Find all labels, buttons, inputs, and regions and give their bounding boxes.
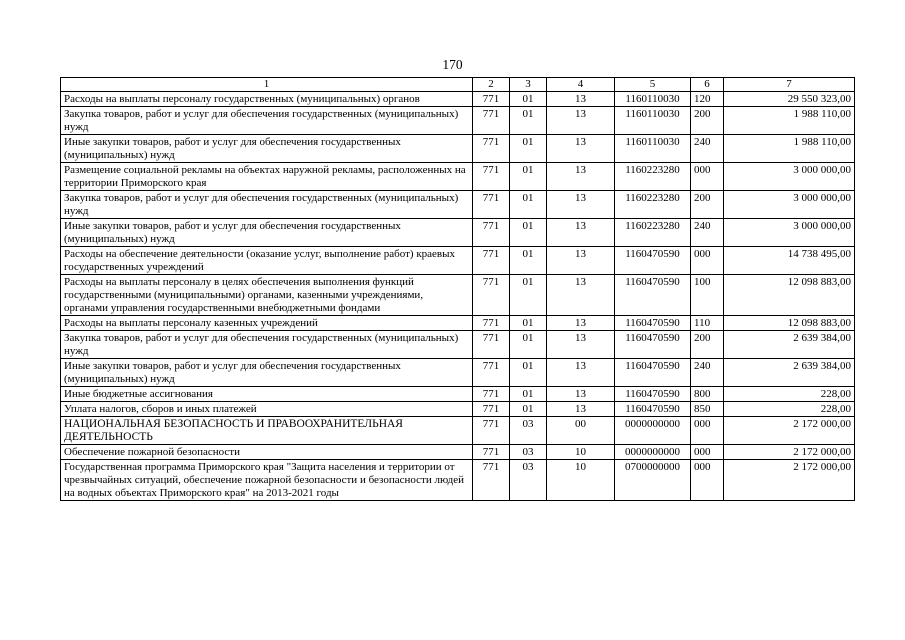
- row-gr: 771: [473, 460, 510, 501]
- row-sum: 2 172 000,00: [724, 460, 855, 501]
- row-sum: 3 000 000,00: [724, 163, 855, 191]
- table-row: [61, 402, 855, 417]
- row-name: Иные закупки товаров, работ и услуг для обеспечения государственных (муниципальных) нужд: [61, 135, 473, 163]
- row-vr: 000: [691, 163, 724, 191]
- row-csr: 1160110030: [615, 92, 691, 107]
- header-col-3: 3: [510, 78, 547, 92]
- row-name: Уплата налогов, сборов и иных платежей: [61, 402, 473, 417]
- row-pr: 13: [547, 359, 615, 387]
- header-col-6: 6: [691, 78, 724, 92]
- row-sum: 228,00: [724, 387, 855, 402]
- row-csr: 1160223280: [615, 191, 691, 219]
- row-csr: 1160110030: [615, 135, 691, 163]
- row-gr: 771: [473, 387, 510, 402]
- row-pr: 13: [547, 135, 615, 163]
- table-row: [61, 359, 855, 387]
- table-row: [61, 445, 855, 460]
- row-csr: 1160470590: [615, 402, 691, 417]
- table-row: [61, 219, 855, 247]
- row-name: Закупка товаров, работ и услуг для обеспечения государственных (муниципальных) нужд: [61, 331, 473, 359]
- row-pr: 10: [547, 445, 615, 460]
- row-sum: 3 000 000,00: [724, 191, 855, 219]
- table-row: [61, 92, 855, 107]
- table-row: [61, 460, 855, 501]
- row-sum: 1 988 110,00: [724, 107, 855, 135]
- row-sum: 3 000 000,00: [724, 219, 855, 247]
- row-name: Расходы на выплаты персоналу государственных (муниципальных) органов: [61, 92, 473, 107]
- row-name: Расходы на выплаты персоналу казенных учреждений: [61, 316, 473, 331]
- row-rz: 03: [510, 445, 547, 460]
- row-gr: 771: [473, 219, 510, 247]
- row-pr: 13: [547, 247, 615, 275]
- row-pr: 13: [547, 107, 615, 135]
- row-rz: 01: [510, 316, 547, 331]
- row-pr: 13: [547, 331, 615, 359]
- row-csr: 1160223280: [615, 219, 691, 247]
- row-vr: 240: [691, 135, 724, 163]
- row-rz: 01: [510, 402, 547, 417]
- row-name: НАЦИОНАЛЬНАЯ БЕЗОПАСНОСТЬ И ПРАВООХРАНИТЕЛЬНАЯ ДЕЯТЕЛЬНОСТЬ: [61, 417, 473, 445]
- row-sum: 14 738 495,00: [724, 247, 855, 275]
- row-rz: 03: [510, 417, 547, 445]
- row-vr: 200: [691, 191, 724, 219]
- row-name: Размещение социальной рекламы на объектах наружной рекламы, расположенных на территории Приморского края: [61, 163, 473, 191]
- row-vr: 200: [691, 331, 724, 359]
- header-col-5: 5: [615, 78, 691, 92]
- row-vr: 240: [691, 359, 724, 387]
- row-pr: 13: [547, 163, 615, 191]
- table-row: [61, 107, 855, 135]
- row-name: Закупка товаров, работ и услуг для обеспечения государственных (муниципальных) нужд: [61, 191, 473, 219]
- row-pr: 13: [547, 316, 615, 331]
- row-vr: 200: [691, 107, 724, 135]
- row-gr: 771: [473, 417, 510, 445]
- row-rz: 01: [510, 275, 547, 316]
- row-rz: 01: [510, 92, 547, 107]
- row-vr: 240: [691, 219, 724, 247]
- row-gr: 771: [473, 163, 510, 191]
- row-rz: 01: [510, 191, 547, 219]
- row-pr: 13: [547, 191, 615, 219]
- row-vr: 120: [691, 92, 724, 107]
- row-name: Расходы на обеспечение деятельности (оказание услуг, выполнение работ) краевых государственных учреждений: [61, 247, 473, 275]
- table-row: [61, 316, 855, 331]
- table-row: [61, 417, 855, 445]
- row-csr: 1160470590: [615, 359, 691, 387]
- row-csr: 0000000000: [615, 445, 691, 460]
- row-gr: 771: [473, 92, 510, 107]
- row-pr: 13: [547, 387, 615, 402]
- row-gr: 771: [473, 247, 510, 275]
- row-sum: 2 639 384,00: [724, 359, 855, 387]
- header-col-7: 7: [724, 78, 855, 92]
- row-rz: 01: [510, 331, 547, 359]
- row-csr: 1160470590: [615, 247, 691, 275]
- row-vr: 000: [691, 460, 724, 501]
- row-gr: 771: [473, 191, 510, 219]
- row-csr: 1160223280: [615, 163, 691, 191]
- table-row: [61, 135, 855, 163]
- row-rz: 03: [510, 460, 547, 501]
- row-name: Государственная программа Приморского края "Защита населения и территории от чрезвычайных ситуаций, обеспечение пожарной безопасности и безопасности людей на водных объектах Приморского края" на 2013-2021 годы: [61, 460, 473, 501]
- row-sum: 2 172 000,00: [724, 445, 855, 460]
- row-vr: 110: [691, 316, 724, 331]
- row-vr: 000: [691, 445, 724, 460]
- row-csr: 1160470590: [615, 331, 691, 359]
- table-row: [61, 331, 855, 359]
- table-row: [61, 163, 855, 191]
- row-vr: 000: [691, 417, 724, 445]
- row-gr: 771: [473, 316, 510, 331]
- row-vr: 800: [691, 387, 724, 402]
- row-name: Обеспечение пожарной безопасности: [61, 445, 473, 460]
- row-gr: 771: [473, 135, 510, 163]
- row-rz: 01: [510, 163, 547, 191]
- row-rz: 01: [510, 135, 547, 163]
- row-pr: 13: [547, 92, 615, 107]
- header-col-1: 1: [61, 78, 473, 92]
- row-rz: 01: [510, 387, 547, 402]
- row-sum: 1 988 110,00: [724, 135, 855, 163]
- row-rz: 01: [510, 107, 547, 135]
- row-gr: 771: [473, 359, 510, 387]
- row-gr: 771: [473, 445, 510, 460]
- row-pr: 10: [547, 460, 615, 501]
- row-name: Закупка товаров, работ и услуг для обеспечения государственных (муниципальных) нужд: [61, 107, 473, 135]
- row-name: Иные закупки товаров, работ и услуг для обеспечения государственных (муниципальных) нужд: [61, 359, 473, 387]
- row-rz: 01: [510, 219, 547, 247]
- header-col-4: 4: [547, 78, 615, 92]
- table-row: [61, 247, 855, 275]
- table-row: [61, 275, 855, 316]
- row-pr: 13: [547, 402, 615, 417]
- row-pr: 13: [547, 219, 615, 247]
- row-gr: 771: [473, 107, 510, 135]
- row-name: Иные закупки товаров, работ и услуг для обеспечения государственных (муниципальных) нужд: [61, 219, 473, 247]
- row-gr: 771: [473, 331, 510, 359]
- row-csr: 1160110030: [615, 107, 691, 135]
- row-csr: 1160470590: [615, 387, 691, 402]
- row-csr: 0000000000: [615, 417, 691, 445]
- row-rz: 01: [510, 359, 547, 387]
- page-number: 170: [442, 57, 463, 72]
- budget-table: [60, 77, 855, 501]
- row-sum: 12 098 883,00: [724, 275, 855, 316]
- header-row: [61, 78, 855, 92]
- row-sum: 2 172 000,00: [724, 417, 855, 445]
- row-sum: 2 639 384,00: [724, 331, 855, 359]
- row-csr: 1160470590: [615, 316, 691, 331]
- row-pr: 13: [547, 275, 615, 316]
- table-row: [61, 191, 855, 219]
- row-vr: 100: [691, 275, 724, 316]
- row-pr: 00: [547, 417, 615, 445]
- row-sum: 12 098 883,00: [724, 316, 855, 331]
- row-vr: 850: [691, 402, 724, 417]
- table-row: [61, 387, 855, 402]
- row-gr: 771: [473, 402, 510, 417]
- row-name: Иные бюджетные ассигнования: [61, 387, 473, 402]
- row-vr: 000: [691, 247, 724, 275]
- row-rz: 01: [510, 247, 547, 275]
- row-name: Расходы на выплаты персоналу в целях обеспечения выполнения функций государственными (муниципальными) органами, казенными учреждениями, органами управления государственными внебюджетными фондами: [61, 275, 473, 316]
- header-col-2: 2: [473, 78, 510, 92]
- row-gr: 771: [473, 275, 510, 316]
- row-csr: 0700000000: [615, 460, 691, 501]
- row-sum: 29 550 323,00: [724, 92, 855, 107]
- row-sum: 228,00: [724, 402, 855, 417]
- row-csr: 1160470590: [615, 275, 691, 316]
